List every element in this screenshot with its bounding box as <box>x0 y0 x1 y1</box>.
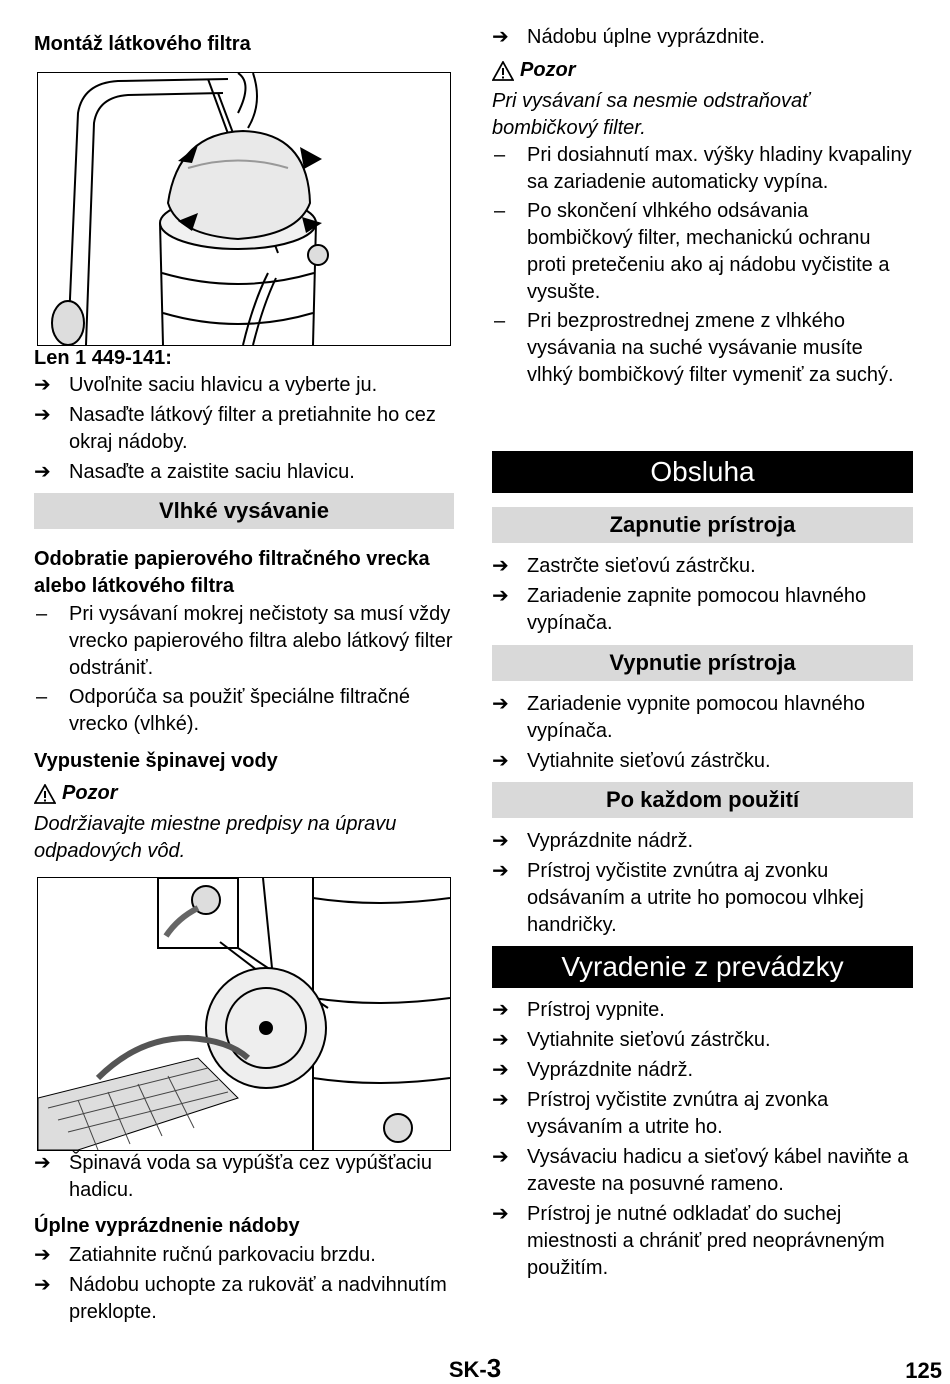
warning-triangle-icon <box>492 61 514 81</box>
list-item: ➔ Vyprázdnite nádrž. <box>492 828 913 855</box>
filter-mounting-illustration <box>38 73 450 345</box>
arrow-right-icon: ➔ <box>492 750 509 772</box>
list-item: ➔ Vysávaciu hadicu a sieťový kábel naviňte a zaveste na posuvné rameno. <box>492 1146 909 1195</box>
list-item: ➔ Zatiahnite ručnú parkovaciu brzdu. <box>34 1242 454 1269</box>
list-item: – Odporúča sa použiť špeciálne filtračné vrecko (vlhké). <box>36 686 411 735</box>
list-item: ➔ Zariadenie vypnite pomocou hlavného vypínača. <box>492 693 865 742</box>
heading-obsluha: Obsluha <box>492 451 913 493</box>
list-item: ➔ Vytiahnite sieťovú zástrčku. <box>492 1027 913 1054</box>
page-number: 125 <box>905 1358 942 1383</box>
list-item: ➔ Špinavá voda sa vypúšťa cez vypúšťaciu hadicu. <box>34 1152 432 1201</box>
arrow-right-icon: ➔ <box>492 26 509 48</box>
odobratie-list <box>34 601 454 738</box>
arrow-right-icon: ➔ <box>492 1146 509 1168</box>
list-item: – Po skončení vlhkého odsávania bombičkový filter, mechanickú ochranu proti pretečeniu ako aj nádobu vyčistite a vysušte. <box>494 200 890 303</box>
arrow-right-icon: ➔ <box>34 374 51 396</box>
heading-zapnutie: Zapnutie prístroja <box>492 507 913 543</box>
arrow-right-icon: ➔ <box>34 1274 51 1296</box>
list-item: ➔ Nádobu uchopte za rukoväť a nadvihnutím preklopte. <box>34 1274 447 1323</box>
arrow-right-icon: ➔ <box>34 1152 51 1174</box>
list-item: ➔ Nádobu úplne vyprázdnite. <box>492 24 913 51</box>
drain-hose-illustration <box>38 878 450 1150</box>
po-list <box>492 828 913 939</box>
list-item: – Pri bezprostrednej zmene z vlhkého vysávania na suché vysávanie musíte vlhký bombičkový filter vymeniť za suchý. <box>494 310 894 386</box>
vypnutie-list <box>492 691 913 775</box>
footer-section-label <box>0 1355 950 1383</box>
list-item: ➔ Prístroj je nutné odkladať do suchej miestnosti a chrániť pred neoprávneným použitím. <box>492 1203 885 1279</box>
uplne-list <box>34 1242 454 1326</box>
dash-bullet: – <box>494 310 506 332</box>
arrow-right-icon: ➔ <box>492 1089 509 1111</box>
arrow-right-icon: ➔ <box>492 830 509 852</box>
len-list <box>34 372 454 486</box>
heading-vlhke-vysavanie: Vlhké vysávanie <box>34 493 454 529</box>
footer-lang: SK <box>448 1357 480 1382</box>
arrow-right-icon: ➔ <box>492 1203 509 1225</box>
warning-triangle-icon <box>34 784 56 804</box>
list-item: ➔ Vyprázdnite nádrž. <box>492 1057 913 1084</box>
dash-bullet: – <box>494 144 506 166</box>
warning-label: Pozor <box>492 57 576 84</box>
list-item: ➔ Zariadenie zapnite pomocou hlavného vypínača. <box>492 585 867 634</box>
list-item: ➔ Uvoľnite saciu hlavicu a vyberte ju. <box>34 372 454 399</box>
warning-label: Pozor <box>34 780 118 807</box>
arrow-right-icon: ➔ <box>34 1244 51 1266</box>
montaz-title: Montáž látkového filtra <box>34 33 251 55</box>
spinava-list <box>34 1150 454 1204</box>
list-item: ➔ Prístroj vyčistite zvnútra aj zvonka vysávaním a utrite ho. <box>492 1089 829 1138</box>
odobratie-title: Odobratie papierového filtračného vrecka alebo látkového filtra <box>34 548 430 597</box>
warning-text: Dodržiavajte miestne predpisy na úpravu odpadových vôd. <box>34 813 397 862</box>
list-item: ➔ Prístroj vyčistite zvnútra aj zvonku odsávaním a utrite ho pomocou vlhkej handričky. <box>492 860 864 936</box>
list-item: ➔ Vytiahnite sieťovú zástrčku. <box>492 748 913 775</box>
list-item: – Pri dosiahnutí max. výšky hladiny kvapaliny sa zariadenie automaticky vypína. <box>494 144 912 193</box>
arrow-right-icon: ➔ <box>34 404 51 426</box>
len-title: Len 1 449-141: <box>34 347 172 369</box>
vypustenie-title: Vypustenie špinavej vody <box>34 750 278 772</box>
heading-vypnutie: Vypnutie prístroja <box>492 645 913 681</box>
list-item: ➔ Prístroj vypnite. <box>492 997 913 1024</box>
dash-list <box>492 142 913 389</box>
arrow-right-icon: ➔ <box>492 555 509 577</box>
warning-text: Pri vysávaní sa nesmie odstraňovať bombičkový filter. <box>492 90 810 139</box>
arrow-right-icon: ➔ <box>492 693 509 715</box>
footer-sep: - <box>479 1357 487 1382</box>
zapnutie-list <box>492 553 913 637</box>
top-list <box>492 24 913 51</box>
arrow-right-icon: ➔ <box>492 585 509 607</box>
dash-bullet: – <box>36 686 48 708</box>
list-item: – Pri vysávaní mokrej nečistoty sa musí vždy vrecko papierového filtra alebo látkový filter odstrániť. <box>36 603 453 679</box>
figure-filter-mounting <box>37 72 451 346</box>
vyradenie-list <box>492 997 913 1282</box>
figure-drain-hose <box>37 877 451 1151</box>
arrow-right-icon: ➔ <box>492 860 509 882</box>
footer-section-num: 3 <box>486 1353 502 1383</box>
list-item: ➔ Zastrčte sieťovú zástrčku. <box>492 553 913 580</box>
arrow-right-icon: ➔ <box>492 999 509 1021</box>
dash-bullet: – <box>36 603 48 625</box>
arrow-right-icon: ➔ <box>34 461 51 483</box>
uplne-title: Úplne vyprázdnenie nádoby <box>34 1215 300 1237</box>
arrow-right-icon: ➔ <box>492 1029 509 1051</box>
list-item: ➔ Nasaďte a zaistite saciu hlavicu. <box>34 459 454 486</box>
heading-vyradenie: Vyradenie z prevádzky <box>492 946 913 988</box>
list-item: ➔ Nasaďte látkový filter a pretiahnite ho cez okraj nádoby. <box>34 404 436 453</box>
arrow-right-icon: ➔ <box>492 1059 509 1081</box>
heading-po-kazdom: Po každom použití <box>492 782 913 818</box>
dash-bullet: – <box>494 200 506 222</box>
